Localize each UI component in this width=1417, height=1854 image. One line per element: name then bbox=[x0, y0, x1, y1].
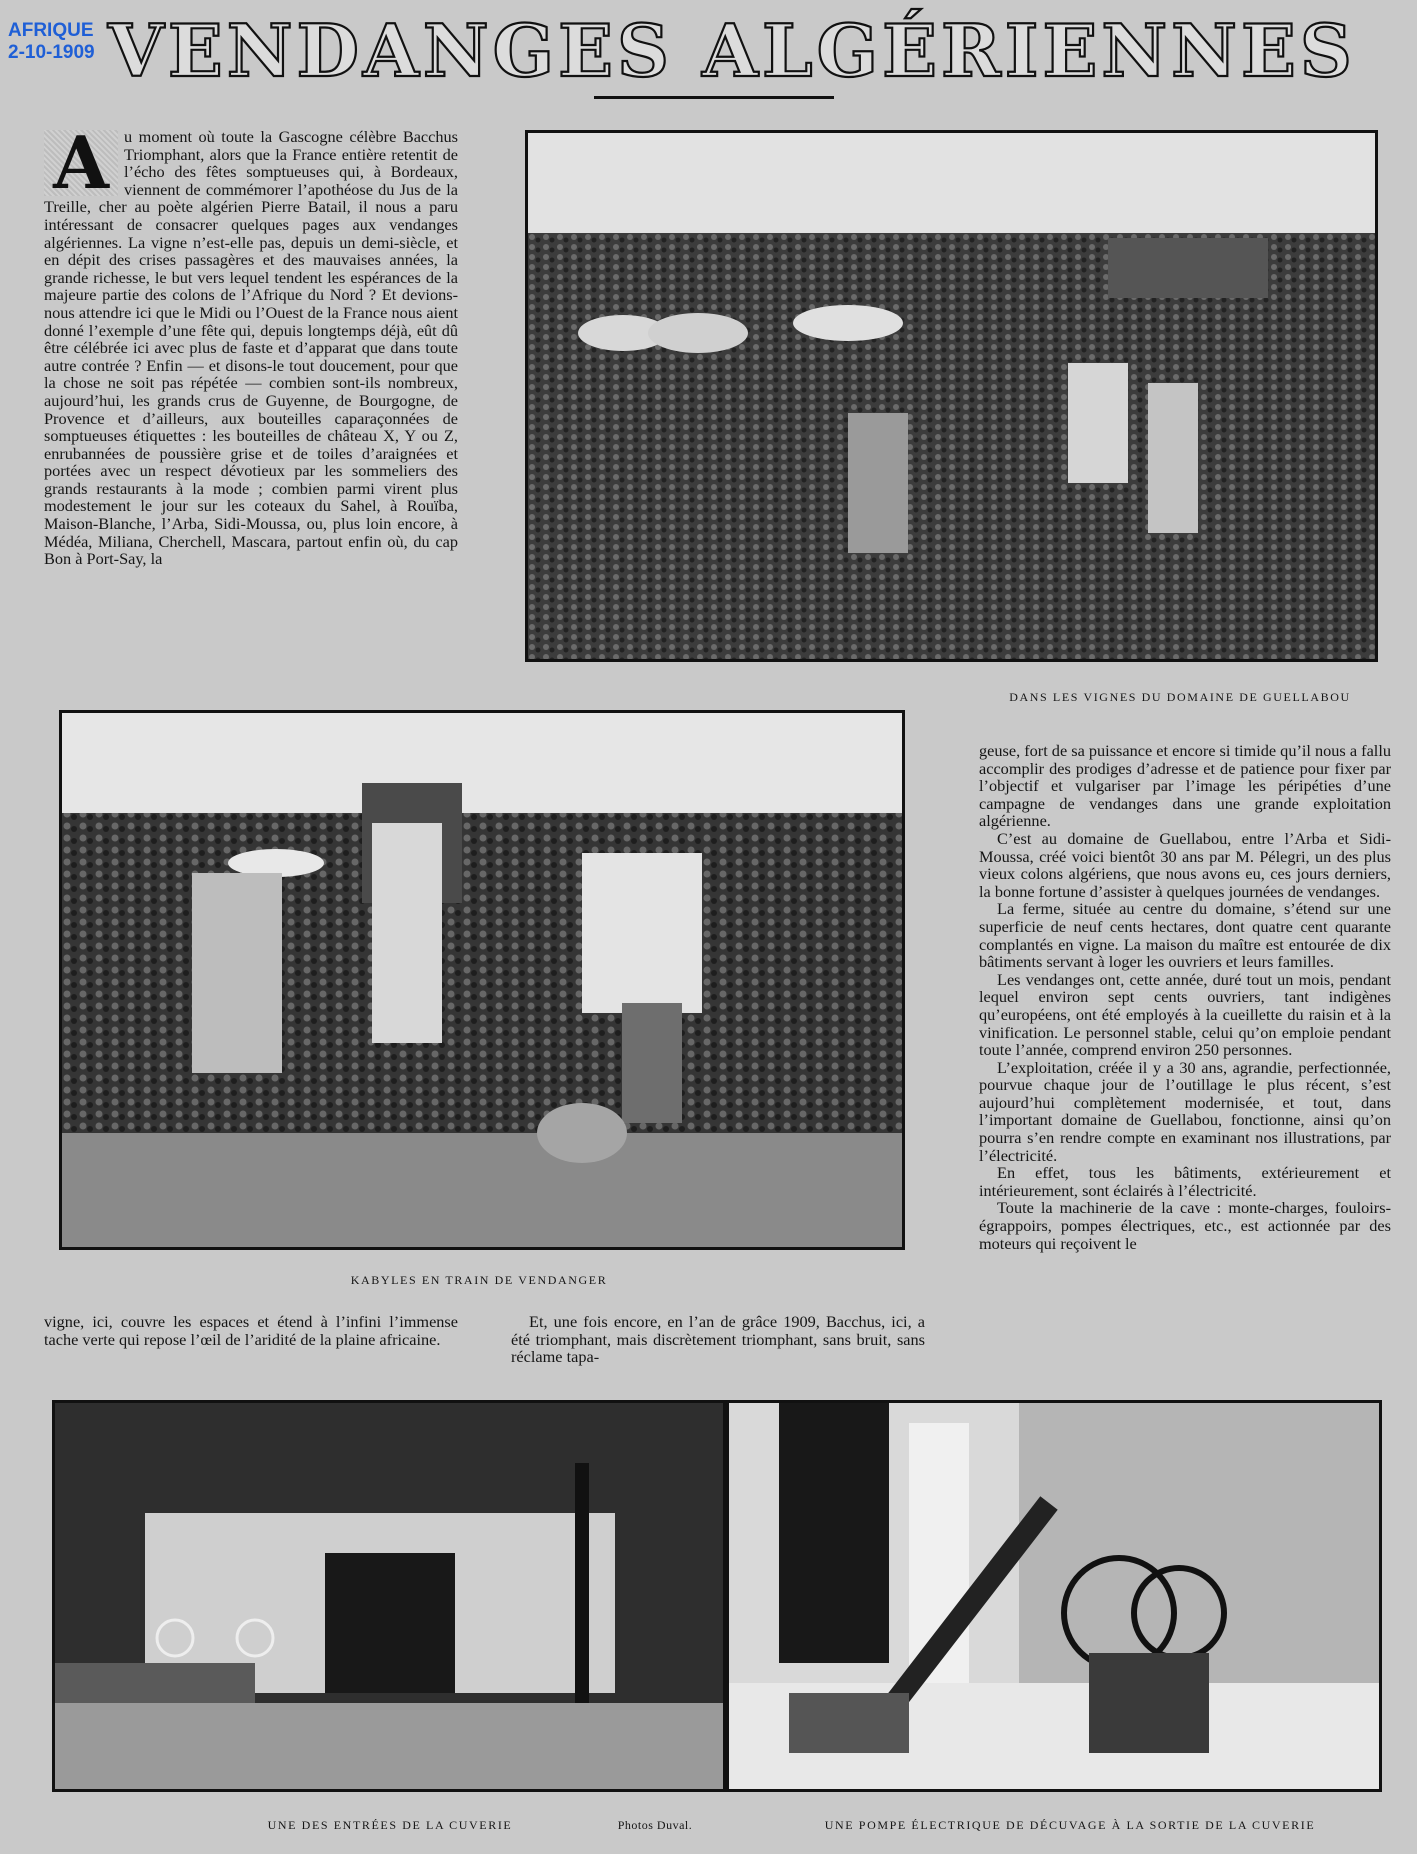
stamp-date: 2-10-1909 bbox=[8, 42, 95, 63]
article-paragraph: Toute la machinerie de la cave : monte-charges, fouloirs-égrappoirs, pompes électriques, etc., est actionnée par des moteurs qui reçoivent le bbox=[979, 1198, 1391, 1253]
caption-photo-2: KABYLES EN TRAIN DE VENDANGER bbox=[350, 1273, 608, 1287]
photo-kabyles-harvesting bbox=[59, 710, 905, 1250]
photo-credit: Photos Duval. bbox=[617, 1818, 693, 1832]
cellar-entrance-photo-image bbox=[55, 1403, 723, 1789]
title-rule bbox=[594, 96, 834, 99]
article-intro-text: u moment où toute la Gascogne célèbre Bacchus Triomphant, alors que la France entière retentit de l’écho des fêtes somptueuses qui, à Bordeaux, viennent de commémorer l’apothéose du Jus de la Treille, cher au poète algérien Pierre Batail, il nous a paru intéressant de consacrer quelques pages aux vendanges algériennes. La vigne n’est-elle pas, depuis un demi-siècle, et en dépit des crises passagères et des mauvaises années, la grande richesse, le but vers lequel tendent les espérances de la majeure partie des colons de l’Afrique du Nord ? Et devions-nous attendre ici que le Midi ou l’Ouest de la France nous aient donné l’exemple d’une fête qui, depuis longtemps déjà, eût dû être célébrée ici avec plus de faste et d’apparat que dans toute autre contrée ? Enfin — et disons-le tout doucement, pour que la chose ne soit pas répétée — combien sont-ils nombreux, aujourd’hui, les grands crus de Guyenne, de Bourgogne, de Provence et d’ailleurs, aux bouteilles caparaçonnées de somptueuses étiquettes : les bouteilles de château X, Y ou Z, enrubannées de poussière grise et de toiles d’araignées et portées avec un respect dévotieux par les sommeliers des grands restaurants à la mode ; combien parmi virent plus modestement le jour sur les coteaux du Sahel, à Rouïba, Maison-Blanche, l’Arba, Sidi-Moussa, ou, plus loin encore, à Médéa, Miliana, Cherchell, Mascara, partout enfin où, du cap Bon à Port-Say, la bbox=[44, 127, 458, 569]
article-paragraph: La ferme, située au centre du domaine, s’étend sur une superficie de neuf cents hectares, dont quatre cent quarante complantés en vigne. La maison du maître est entourée de dix bâtiments servant à loger les ouvriers et leurs familles. bbox=[979, 899, 1391, 972]
article-paragraph: Les vendanges ont, cette année, duré tout un mois, pendant lequel environ sept cents ouvriers, tant indigènes qu’européens, ont été employés à la cueillette du raisin et à la vinification. Le personnel stable, celui qu’on emploie pendant toute l’année, comprend environ 250 personnes. bbox=[979, 969, 1391, 1060]
caption-photo-4: UNE POMPE ÉLECTRIQUE DE DÉCUVAGE À LA SORTIE DE LA CUVERIE bbox=[824, 1818, 1316, 1832]
article-paragraph: C’est au domaine de Guellabou, entre l’Arba et Sidi-Moussa, créé voici bientôt 30 ans par M. Pélegri, un des plus vieux colons algériens, que nous avons eu, ces jours derniers, la bonne fortune d’assister à quelques journées de vendanges. bbox=[979, 828, 1391, 901]
article-paragraph: Et, une fois encore, en l’an de grâce 1909, Bacchus, ici, a été triomphant, mais discrètement triomphant, sans bruit, sans réclame tapa- bbox=[511, 1312, 925, 1367]
article-paragraph: vigne, ici, couvre les espaces et étend à l’infini l’immense tache verte qui repose l’œil de l’aridité de la plaine africaine. bbox=[44, 1312, 458, 1349]
article-paragraph: En effet, tous les bâtiments, extérieurement et intérieurement, sont éclairés à l’électricité. bbox=[979, 1163, 1391, 1200]
article-paragraph: L’exploitation, créée il y a 30 ans, agrandie, perfectionnée, pourvue chaque jour de l’outillage le plus récent, s’est aujourd’hui complètement modernisée, et tout, dans l’important domaine de Guellabou, fonctionne, ainsi qu’on pourra s’en rendre compte en examinant nos illustrations, par l’électricité. bbox=[979, 1057, 1391, 1165]
caption-photo-1: DANS LES VIGNES DU DOMAINE DE GUELLABOU bbox=[1009, 690, 1351, 704]
page-title: VENDANGES ALGÉRIENNES bbox=[108, 8, 1356, 93]
photo-vineyard-harvest bbox=[525, 130, 1378, 662]
photo-electric-pump bbox=[726, 1400, 1382, 1792]
photo-cellar-entrance bbox=[52, 1400, 726, 1792]
vineyard-photo-image bbox=[528, 133, 1375, 659]
article-column-1-continued bbox=[44, 1313, 458, 1348]
stamp-source: AFRIQUE bbox=[8, 20, 94, 41]
caption-photo-3: UNE DES ENTRÉES DE LA CUVERIE bbox=[267, 1818, 513, 1832]
kabyles-photo-image bbox=[62, 713, 902, 1247]
electric-pump-photo-image bbox=[729, 1403, 1379, 1789]
article-column-1 bbox=[44, 120, 458, 569]
article-column-2 bbox=[511, 1313, 925, 1366]
archive-stamp bbox=[8, 20, 108, 64]
drop-cap: A bbox=[44, 130, 118, 196]
article-column-3 bbox=[979, 742, 1391, 1252]
article-paragraph: geuse, fort de sa puissance et encore si timide qu’il nous a fallu accomplir des prodiges d’adresse et de patience pour fixer par l’objectif et vulgariser par l’image les péripéties d’une campagne de vendanges dans une grande exploitation algérienne. bbox=[979, 741, 1391, 831]
